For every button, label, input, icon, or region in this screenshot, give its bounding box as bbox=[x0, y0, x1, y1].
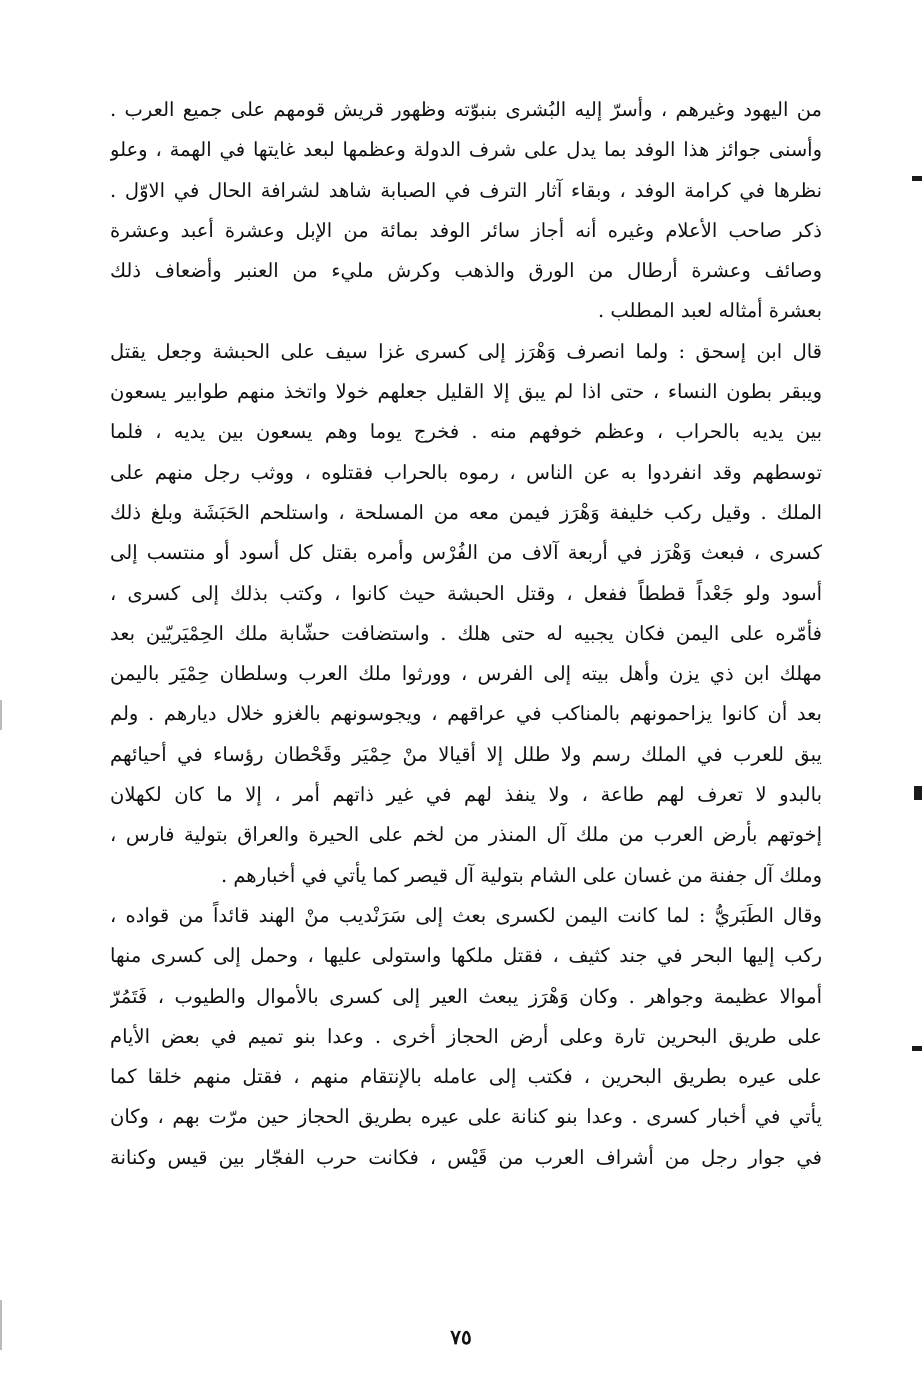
text-line: على طريق البحرين تارة وعلى أرض الحجاز أخرى . وعدا بنو تميم في بعض الأيام bbox=[110, 1024, 822, 1048]
text-line: يأتي في أخبار كسرى . وعدا بنو كنانة على عيره بطريق الحجاز حين مرّت بهم ، وكان bbox=[110, 1105, 822, 1129]
text-line: بعشرة أمثاله لعبد المطلب . bbox=[598, 299, 822, 323]
body-text bbox=[110, 90, 822, 1178]
text-line: بعد أن كانوا يزاحمونهم بالمناكب في عراقهم ، ويجوسونهم بالغزو خلال ديارهم . ولم bbox=[110, 702, 822, 726]
text-line: من اليهود وغيرهم ، وأسرّ إليه البُشرى بنبوّته وظهور قريش قومهم على جميع العرب . bbox=[110, 98, 822, 121]
text-line: أموالا عظيمة وجواهر . وكان وَهْرَز يبعث العير إلى كسرى بالأموال والطيوب ، فَتَمُرّ bbox=[110, 984, 822, 1008]
text-line: مهلك ابن ذي يزن وأهل بيته إلى الفرس ، وورثوا ملك العرب وسلطان حِمْيَر باليمن bbox=[110, 662, 822, 686]
text-line: نظرها في كرامة الوفد ، وبقاء آثار الترف في الصبابة شاهد لشرافة الحال في الاوّل . bbox=[110, 178, 822, 202]
text-line: ركب إليها البحر في جند كثيف ، فقتل ملكها واستولى عليها ، وحمل إلى كسرى منها bbox=[110, 944, 822, 968]
text-line: كسرى ، فبعث وَهْرَز في أربعة آلاف من الفُرْس وأمره بقتل كل أسود أو منتسب إلى bbox=[110, 541, 822, 565]
text-line: على عيره بطريق البحرين ، فكتب إلى عامله بالإنتقام منهم ، فقتل منهم خلقا كما bbox=[110, 1065, 822, 1089]
scan-edge-mark bbox=[912, 1046, 922, 1051]
text-line: ذكر صاحب الأعلام وغيره أنه أجاز سائر الوفد بمائة من الإبل وعشرة أعبد وعشرة bbox=[110, 218, 822, 242]
text-line: وأسنى جوائز هذا الوفد بما يدل على شرف الدولة وعظمها لبعد غايتها في الهمة ، وعلو bbox=[110, 138, 822, 162]
text-line: توسطهم وقد انفردوا به عن الناس ، رموه بالحراب فقتلوه ، ووثب رجل منهم على bbox=[110, 460, 822, 484]
text-line: إخوتهم بأرض العرب من ملك آل المنذر من لخم على الحيرة والعراق بتولية فارس ، bbox=[110, 823, 822, 847]
scan-edge-mark bbox=[914, 786, 922, 800]
text-line: ويبقر بطون النساء ، حتى اذا لم يبق إلا القليل جعلهم خولا واتخذ منهم طوابير يسعون bbox=[110, 380, 822, 404]
text-line: فأمّره على اليمن فكان يجبيه له حتى هلك . واستضافت حشّابة ملك الحِمْيَريّين بعد bbox=[110, 621, 822, 645]
text-line: بالبدو لا تعرف لهم طاعة ، ولا ينفذ لهم في غير ذاتهم أمر ، إلا ما كان لكهلان bbox=[110, 783, 822, 807]
scan-edge-mark bbox=[912, 176, 922, 181]
text-line: وصائف وعشرة أرطال من الورق والذهب وكرش مليء من العنبر وأضعاف ذلك bbox=[110, 259, 822, 283]
text-line: يبق للعرب في الملك رسم ولا طلل إلا أقيالا منْ حِمْيَر وقَحْطان رؤساء في أحيائهم bbox=[110, 742, 822, 766]
text-line: أسود ولو جَعْداً قططاً ففعل ، وقتل الحبشة حيث كانوا ، وكتب بذلك إلى كسرى ، bbox=[110, 581, 822, 605]
text-line: في جوار رجل من أشراف العرب من قَيْس ، فكانت حرب الفجّار بين قيس وكنانة bbox=[110, 1145, 822, 1169]
text-line: الملك . وقيل ركب خليفة وَهْرَز فيمن معه من المسلحة ، واستلحم الحَبَشَة وبلغ ذلك bbox=[110, 500, 822, 524]
text-line: وملك آل جفنة من غسان على الشام بتولية آل قيصر كما يأتي في أخبارهم . bbox=[220, 863, 822, 887]
scan-edge-mark bbox=[0, 1300, 2, 1350]
text-line: قال ابن إسحق : ولما انصرف وَهْرَز إلى كسرى غزا سيف على الحبشة وجعل يقتل bbox=[110, 339, 822, 363]
text-line: بين يديه بالحراب ، وعظم خوفهم منه . فخرج يوما وهم يسعون بين يديه ، فلما bbox=[110, 420, 822, 444]
page-number: ٧٥ bbox=[450, 1325, 472, 1349]
scan-edge-mark bbox=[0, 700, 2, 730]
text-line: وقال الطَبَريُّ : لما كانت اليمن لكسرى بعث إلى سَرَنْديب منْ الهند قائداً من قواده ، bbox=[110, 903, 822, 927]
